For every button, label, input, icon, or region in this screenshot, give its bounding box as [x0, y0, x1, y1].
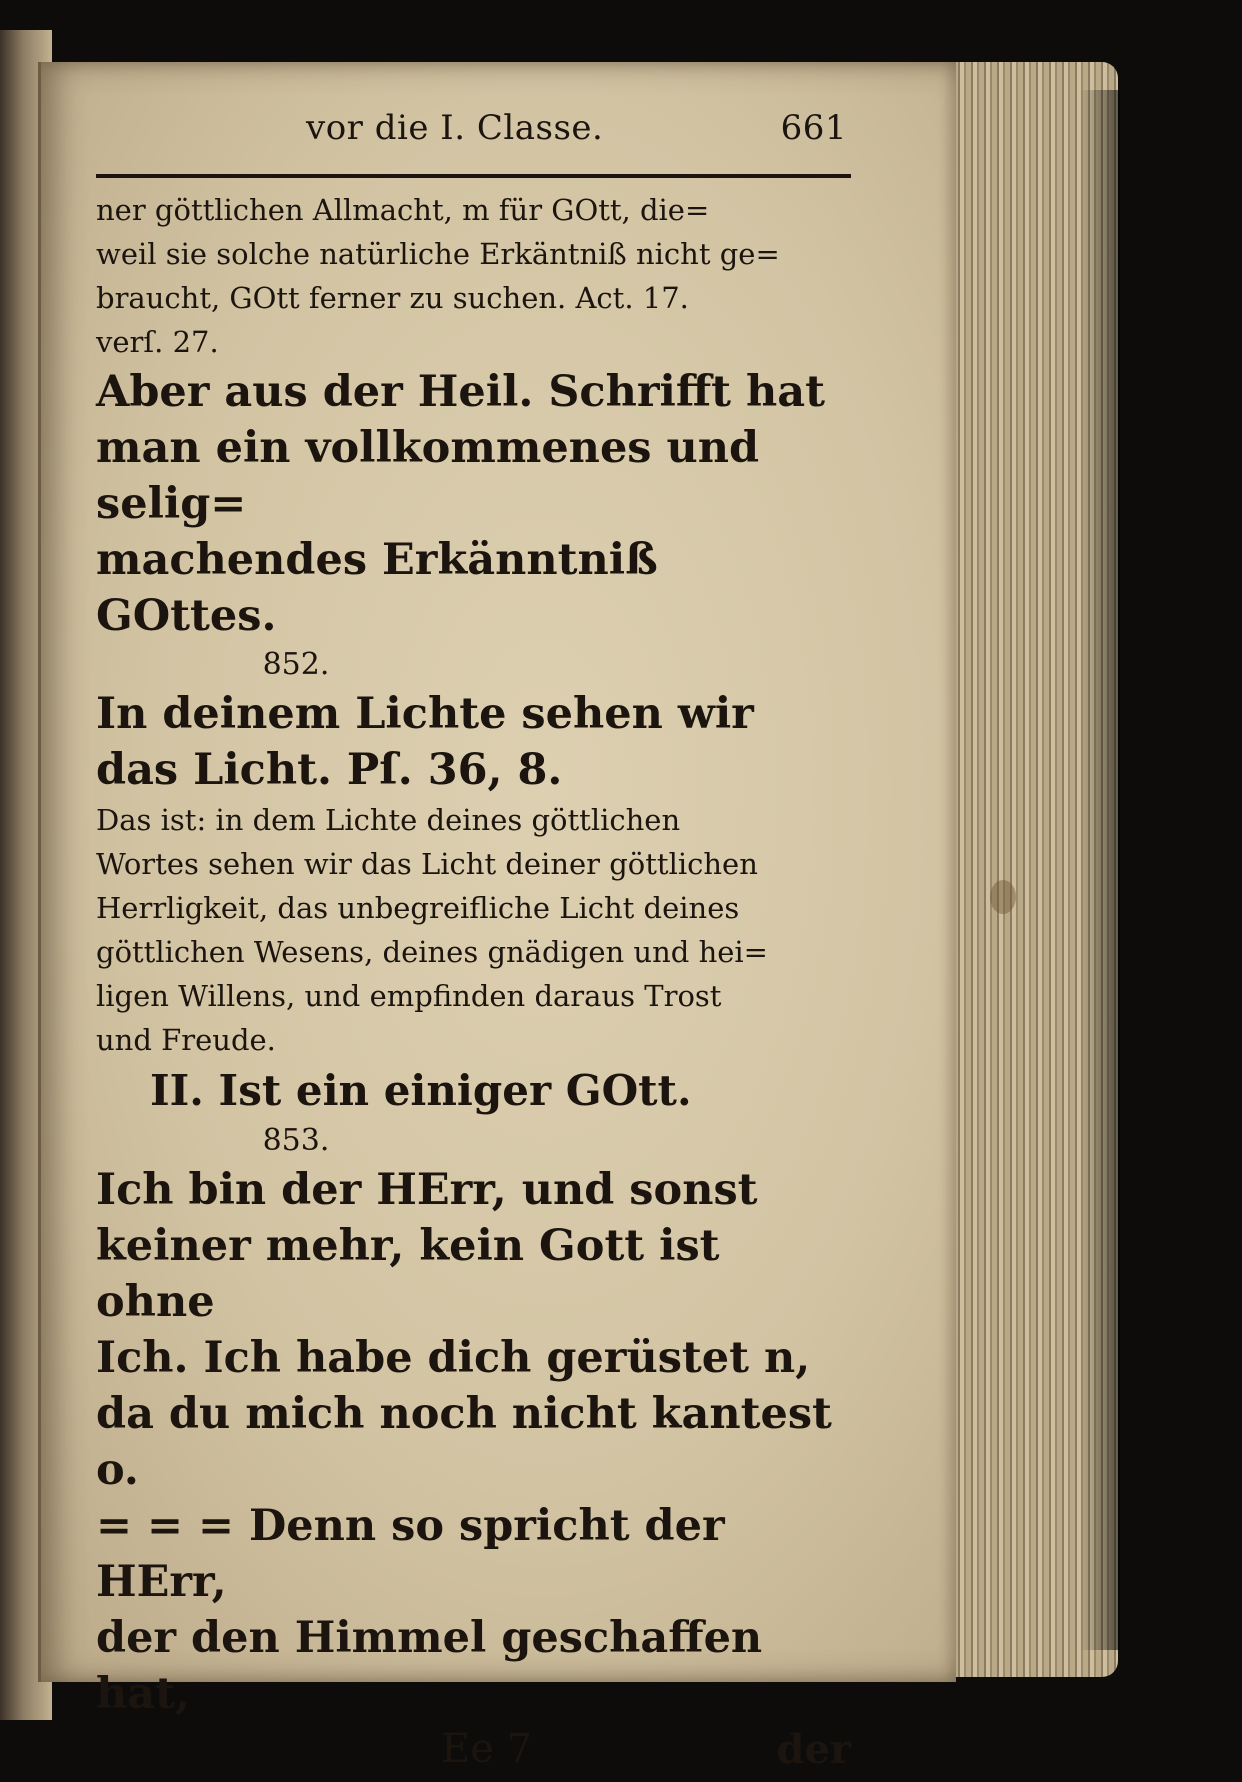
page-footer: [96, 1726, 851, 1782]
page-number: 661: [780, 108, 847, 148]
section-ii-text: Ist ein einiger GOtt.: [218, 1066, 692, 1115]
running-head-title: vor die I. Classe.: [306, 108, 604, 148]
header-rule: [96, 174, 851, 178]
foxing-stain-icon: [990, 880, 1016, 914]
running-head: [96, 100, 851, 154]
statement-heading: Aber aus der Heil. Schrifft hat man ein vollkommenes und selig= machendes Erkänntniß GOttes.: [96, 367, 825, 641]
continuation-paragraph: ner göttlichen Allmacht, m für GOtt, die= weil sie solche natürliche Erkäntniß nicht ge= braucht, GOtt ferner zu suchen. Act. 17. verſ. 27.: [96, 193, 780, 359]
verse-853-text: Ich bin der HErr, und sonst keiner mehr, kein Gott ist ohne Ich. Ich habe dich gerüstet n, da du mich noch nicht kantest o. = = = Denn so spricht der HErr, der den Himmel geschaffen hat,: [96, 1165, 832, 1719]
section-ii-heading: [96, 1062, 851, 1120]
catchword: der: [776, 1726, 851, 1773]
signature-mark: Ee 7: [441, 1726, 533, 1772]
verse-852-text: In deinem Lichte sehen wir das Licht. Pſ. 36, 8.: [96, 689, 754, 795]
verse-852-explanation: Das ist: in dem Lichte deines göttlichen Wortes sehen wir das Licht deiner göttlichen Herrligkeit, das unbegreifliche Licht deines göttlichen Wesens, deines gnädigen und hei= ligen Willens, und empfinden daraus Trost und Freude.: [96, 803, 768, 1057]
edge-shadow: [1080, 90, 1120, 1650]
section-ii-label: II.: [150, 1066, 204, 1115]
verse-number-852: 852.: [262, 647, 330, 682]
page-text-block: [96, 100, 851, 1782]
verse-number-853: 853.: [262, 1123, 330, 1158]
gutter: [38, 62, 41, 1682]
